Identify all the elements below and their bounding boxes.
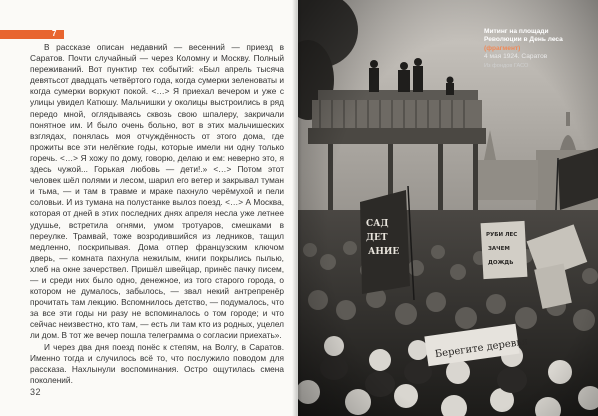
page-number: 32 xyxy=(30,387,42,397)
caption-source: Из фондов ГАСО xyxy=(484,62,529,69)
caption-title-text: Митинг на площади Революции в День леса xyxy=(484,28,563,44)
caption-fragment-note: (фрагмент) xyxy=(484,44,521,52)
caption-title xyxy=(484,28,588,53)
paragraph-2: И через два дня поезд понёс к степям, на Волгу, в Саратов. Именно тогда и случилось всё то, что послужило поводом для рассказа. Нахлынули воспоминания. Остро ощутилась смена поколений. xyxy=(30,341,284,385)
photo-caption xyxy=(484,28,588,70)
article-body xyxy=(30,42,284,386)
caption-date: 4 мая 1924. Саратов xyxy=(484,53,548,61)
book-gutter-shadow xyxy=(292,0,302,416)
chapter-number: 7 xyxy=(52,29,57,38)
left-page xyxy=(0,0,298,416)
paragraph-1: В рассказе описан недавний — весенний — приезд в Саратов. Почти случайный — через Коломну и Москву. Полный переживаний. Вот пунктир тех событий: «Был апрель тысяча девятьсот двадцать четвёртого года, когда сумерки зеленоваты и когда сумерки воркуют покой. <…> Я приехал вечером и уже с улицы увидел Катюшу. Мальчишки у околицы выстроились в ряд передо мной, оглядываясь сквозь свою шпалеру, закричали понятное им. И было очень больно, вот в этих мальчишеских взглядах, понялась моя отчуждённость от этого дома, где прожиты все эти нелёгкие годы, которые имели ни одну только горечь. <…> Я хожу по дому, говорю, делаю и ем: неверно это, я здесь чужой... Горькая любовь — дети!.» <…> Потом этот человек шёл полями и лесом, шарил его ветер и закрывал туман и тьма, — и там в травме и мраке пахнуло черёмухой и пели соловьи. И из тумана на полустанке вылоз поезд. <…> А Москва, которая от дней в этих последних днях апреля несла уже летнее удушье, встретила огнями, умом тротуаров, смешками в переулке. Трамвай, тоже возродившийся из ледников, тащил медленно, поскрипывая. Дома отпер французским ключом дверь, — комната пахнула нежилым, книги покрылись пылью, хлеб на окне зачерствел. Пришёл швейцар, принёс пачку писем, — и среди них было одно, денежное, из того старого города, о котором не думалось, забылось, — звал некий антрепренёр прочитать там лекцию. Вспомнилось детство, — подумалось, что за все эти годы ни разу не вспоминалось о том городе; и что сейчас неизвестно, кто там, — есть ли там кто из родных, уцелел ли дом. В тот же вечер пошла телеграмма о согласии приехать». xyxy=(30,42,284,341)
